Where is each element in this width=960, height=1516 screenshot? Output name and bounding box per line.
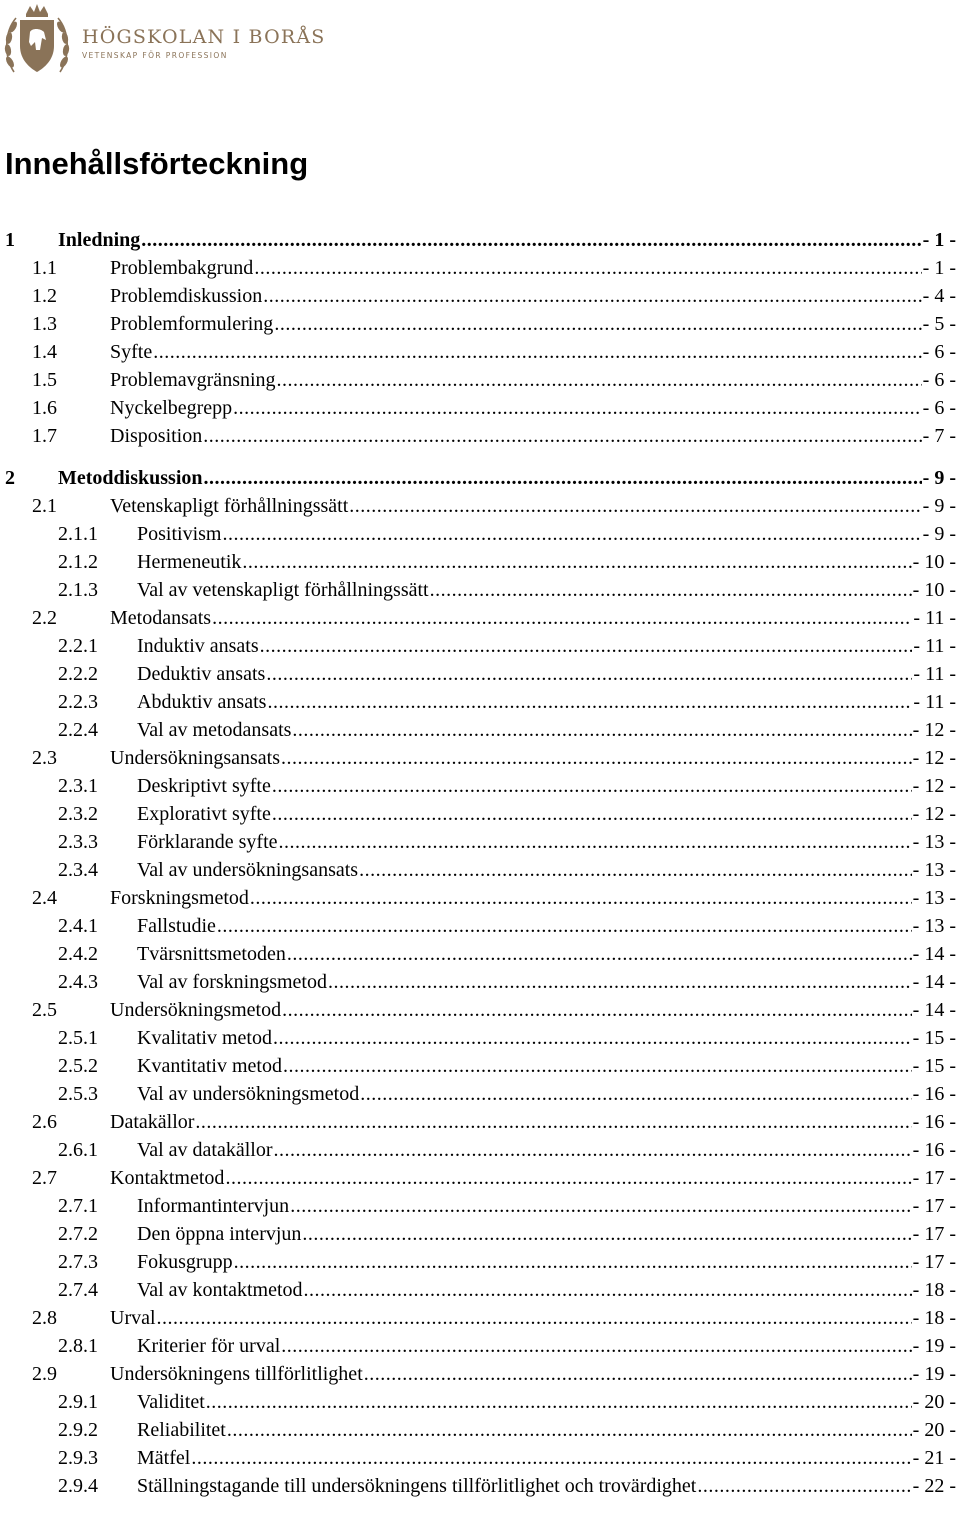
toc-entry-page: - 7 - [922, 425, 956, 447]
toc-entry-label: Inledning [58, 229, 141, 251]
toc-entry-label: Induktiv ansats [137, 635, 259, 657]
toc-entry-page: - 17 - [912, 1251, 956, 1273]
toc-entry-number: 1.1 [32, 257, 57, 279]
toc-entry-line [110, 422, 956, 450]
toc-entry-page: - 6 - [922, 397, 956, 419]
institution-name: HÖGSKOLAN I BORÅS [82, 26, 326, 48]
toc-entry-page: - 10 - [912, 551, 956, 573]
toc-entry-line [137, 912, 956, 940]
dot-leader [222, 520, 921, 548]
toc-entry[interactable] [0, 1052, 960, 1080]
toc-entry-line [137, 1416, 956, 1444]
toc-entry-line [58, 464, 956, 492]
toc-entry-page: - 12 - [912, 803, 956, 825]
toc-entry-line [137, 576, 956, 604]
toc-entry[interactable] [0, 548, 960, 576]
toc-entry-label: Val av undersökningsansats [137, 859, 359, 881]
toc-entry[interactable] [0, 1360, 960, 1388]
dot-leader [250, 884, 912, 912]
toc-entry-line [137, 1444, 956, 1472]
toc-entry-label: Ställningstagande till undersökningens tillförlitlighet och trovärdighet [137, 1475, 697, 1497]
dot-leader [359, 856, 912, 884]
toc-entry-page: - 11 - [913, 691, 956, 713]
toc-entry-line [58, 226, 956, 254]
toc-entry-line [110, 338, 956, 366]
toc-entry-label: Vetenskapligt förhållningssätt [110, 495, 349, 517]
toc-entry-label: Kvalitativ metod [137, 1027, 272, 1049]
dot-leader [157, 1304, 912, 1332]
toc-entry[interactable] [0, 968, 960, 996]
toc-entry[interactable] [0, 632, 960, 660]
toc-entry-page: - 17 - [912, 1195, 956, 1217]
toc-entry-page: - 11 - [913, 607, 956, 629]
toc-entry-number: 1.3 [32, 313, 57, 335]
toc-entry-number: 2.1 [32, 495, 57, 517]
dot-leader [279, 828, 912, 856]
toc-entry-page: - 18 - [912, 1279, 956, 1301]
toc-entry-line [137, 1472, 956, 1500]
toc-entry[interactable] [0, 520, 960, 548]
toc-entry-number: 2.7.1 [58, 1195, 98, 1217]
toc-entry-number: 2.7.4 [58, 1279, 98, 1301]
toc-entry[interactable] [0, 1388, 960, 1416]
dot-leader [225, 1164, 911, 1192]
toc-entry-label: Informantintervjun [137, 1195, 290, 1217]
toc-entry-line [137, 772, 956, 800]
toc-entry-number: 1.7 [32, 425, 57, 447]
toc-entry[interactable] [0, 828, 960, 856]
dot-leader [204, 464, 922, 492]
toc-entry-label: Explorativt syfte [137, 803, 271, 825]
toc-entry-line [110, 282, 956, 310]
toc-entry-label: Abduktiv ansats [137, 691, 267, 713]
dot-leader [206, 1388, 912, 1416]
toc-entry-label: Datakällor [110, 1111, 195, 1133]
toc-entry-number: 2.1.3 [58, 579, 98, 601]
toc-entry[interactable] [0, 772, 960, 800]
toc-entry-number: 2.4 [32, 887, 57, 909]
dot-leader [266, 660, 912, 688]
toc-entry-label: Metoddiskussion [58, 467, 203, 489]
toc-entry-number: 2.9.2 [58, 1419, 98, 1441]
toc-entry-line [137, 1220, 956, 1248]
toc-entry-number: 2.2.3 [58, 691, 98, 713]
toc-entry-line [137, 688, 956, 716]
institution-tagline: VETENSKAP FÖR PROFESSION [82, 51, 228, 60]
toc-entry[interactable] [0, 338, 960, 366]
toc-entry[interactable] [0, 1080, 960, 1108]
toc-entry-line [110, 604, 956, 632]
toc-entry-label: Val av kontaktmetod [137, 1279, 303, 1301]
toc-entry-number: 2.4.3 [58, 971, 98, 993]
toc-entry-line [137, 856, 956, 884]
dot-leader [274, 310, 921, 338]
toc-entry-number: 1.6 [32, 397, 57, 419]
toc-entry-page: - 6 - [922, 341, 956, 363]
dot-leader [153, 338, 921, 366]
dot-leader [364, 1360, 912, 1388]
toc-entry[interactable] [0, 660, 960, 688]
toc-entry-number: 2.7.2 [58, 1223, 98, 1245]
dot-leader [263, 282, 921, 310]
toc-entry-label: Hermeneutik [137, 551, 242, 573]
toc-entry-number: 2.7.3 [58, 1251, 98, 1273]
dot-leader [273, 1024, 912, 1052]
toc-entry-number: 2.6 [32, 1111, 57, 1133]
toc-entry-label: Nyckelbegrepp [110, 397, 233, 419]
toc-entry-number: 2.4.2 [58, 943, 98, 965]
toc-entry[interactable] [0, 744, 960, 772]
toc-entry-label: Undersökningens tillförlitlighet [110, 1363, 363, 1385]
dot-leader [281, 1332, 911, 1360]
dot-leader [254, 254, 921, 282]
toc-entry-page: - 9 - [922, 523, 956, 545]
toc-entry-page: - 22 - [912, 1475, 956, 1497]
toc-entry[interactable] [0, 1220, 960, 1248]
toc-entry[interactable] [0, 856, 960, 884]
toc-entry-label: Den öppna intervjun [137, 1223, 302, 1245]
toc-entry-number: 2.9.3 [58, 1447, 98, 1469]
toc-entry-number: 2.2 [32, 607, 57, 629]
dot-leader [191, 1444, 911, 1472]
toc-entry-line [137, 520, 956, 548]
dot-leader [195, 1108, 911, 1136]
toc-entry[interactable] [0, 716, 960, 744]
toc-entry[interactable] [0, 1248, 960, 1276]
toc-entry-label: Kvantitativ metod [137, 1055, 282, 1077]
toc-entry-page: - 17 - [912, 1223, 956, 1245]
toc-entry[interactable] [0, 1136, 960, 1164]
toc-entry-number: 2.3.1 [58, 775, 98, 797]
toc-entry-label: Fallstudie [137, 915, 216, 937]
toc-entry-line [110, 884, 956, 912]
toc-entry-page: - 9 - [922, 467, 956, 489]
toc-entry[interactable] [0, 226, 960, 254]
dot-leader [292, 716, 911, 744]
dot-leader [141, 226, 921, 254]
toc-entry-page: - 13 - [912, 859, 956, 881]
toc-entry[interactable] [0, 1108, 960, 1136]
toc-entry-number: 2.2.4 [58, 719, 98, 741]
toc-entry-label: Forskningsmetod [110, 887, 249, 909]
toc-entry-label: Mätfel [137, 1447, 191, 1469]
toc-entry-label: Problemformulering [110, 313, 274, 335]
toc-entry-line [137, 968, 956, 996]
toc-entry-line [137, 828, 956, 856]
toc-entry-page: - 1 - [922, 257, 956, 279]
toc-entry-page: - 11 - [913, 663, 956, 685]
toc-entry-line [137, 1080, 956, 1108]
toc-entry[interactable] [0, 254, 960, 282]
dot-leader [287, 940, 912, 968]
toc-entry-page: - 16 - [912, 1083, 956, 1105]
toc-entry-line [110, 744, 956, 772]
toc-entry-label: Urval [110, 1307, 156, 1329]
toc-entry-label: Val av metodansats [137, 719, 292, 741]
toc-entry-line [137, 1052, 956, 1080]
toc-entry-label: Undersökningsmetod [110, 999, 282, 1021]
toc-entry-number: 2.5.1 [58, 1027, 98, 1049]
toc-entry-label: Deskriptivt syfte [137, 775, 271, 797]
toc-entry[interactable] [0, 884, 960, 912]
toc-entry-page: - 20 - [912, 1391, 956, 1413]
toc-entry[interactable] [0, 394, 960, 422]
toc-entry-line [110, 996, 956, 1024]
page-header [0, 0, 960, 90]
toc-entry-line [137, 660, 956, 688]
toc-entry[interactable] [0, 422, 960, 450]
dot-leader [234, 1248, 912, 1276]
toc-entry-page: - 16 - [912, 1111, 956, 1133]
toc-entry[interactable] [0, 912, 960, 940]
toc-entry-page: - 14 - [912, 943, 956, 965]
toc-entry-page: - 5 - [922, 313, 956, 335]
dot-leader [282, 996, 912, 1024]
toc-entry-label: Problemdiskussion [110, 285, 263, 307]
toc-entry[interactable] [0, 996, 960, 1024]
toc-entry[interactable] [0, 1024, 960, 1052]
toc-entry-number: 2 [5, 467, 15, 489]
toc-entry-page: - 9 - [922, 495, 956, 517]
toc-entry-label: Metodansats [110, 607, 212, 629]
toc-entry-page: - 1 - [922, 229, 956, 251]
toc-entry-number: 2.2.1 [58, 635, 98, 657]
toc-entry-label: Problemavgränsning [110, 369, 276, 391]
toc-entry-number: 2.3.2 [58, 803, 98, 825]
toc-entry-number: 2.7 [32, 1167, 57, 1189]
dot-leader [274, 1136, 912, 1164]
toc-entry-line [137, 1024, 956, 1052]
toc-entry-number: 2.9 [32, 1363, 57, 1385]
toc-entry-page: - 21 - [912, 1447, 956, 1469]
page-title: Innehållsförteckning [5, 146, 309, 181]
toc-entry-label: Kriterier för urval [137, 1335, 281, 1357]
toc-entry-label: Positivism [137, 523, 222, 545]
toc-entry-page: - 13 - [912, 831, 956, 853]
dot-leader [267, 688, 912, 716]
dot-leader [242, 548, 911, 576]
toc-entry-page: - 13 - [912, 915, 956, 937]
toc-entry-page: - 4 - [922, 285, 956, 307]
dot-leader [697, 1472, 911, 1500]
table-of-contents [0, 226, 960, 1500]
toc-entry-number: 2.9.4 [58, 1475, 98, 1497]
toc-entry-line [110, 1164, 956, 1192]
dot-leader [227, 1416, 912, 1444]
dot-leader [212, 604, 912, 632]
toc-entry[interactable] [0, 1444, 960, 1472]
toc-entry-line [110, 254, 956, 282]
toc-entry-line [110, 1304, 956, 1332]
toc-entry[interactable] [0, 1192, 960, 1220]
toc-entry-label: Förklarande syfte [137, 831, 278, 853]
toc-entry-line [110, 366, 956, 394]
toc-entry-line [110, 492, 956, 520]
toc-entry-line [137, 1388, 956, 1416]
toc-entry-label: Syfte [110, 341, 153, 363]
toc-entry-page: - 6 - [922, 369, 956, 391]
toc-entry-label: Val av vetenskapligt förhållningssätt [137, 579, 429, 601]
toc-entry-number: 2.3.4 [58, 859, 98, 881]
toc-entry-number: 1 [5, 229, 15, 251]
toc-entry-label: Fokusgrupp [137, 1251, 233, 1273]
toc-entry-line [137, 1248, 956, 1276]
dot-leader [233, 394, 922, 422]
dot-leader [203, 422, 921, 450]
toc-entry[interactable] [0, 1164, 960, 1192]
toc-entry[interactable] [0, 366, 960, 394]
toc-entry-line [137, 800, 956, 828]
toc-entry-number: 2.3 [32, 747, 57, 769]
toc-entry-number: 1.2 [32, 285, 57, 307]
toc-entry-page: - 18 - [912, 1307, 956, 1329]
toc-entry-line [137, 716, 956, 744]
dot-leader [430, 576, 912, 604]
toc-entry-page: - 15 - [912, 1055, 956, 1077]
toc-entry[interactable] [0, 1416, 960, 1444]
toc-entry-label: Val av undersökningsmetod [137, 1083, 360, 1105]
dot-leader [290, 1192, 911, 1220]
toc-entry-number: 2.6.1 [58, 1139, 98, 1161]
toc-entry-page: - 12 - [912, 747, 956, 769]
toc-entry-number: 2.1.2 [58, 551, 98, 573]
toc-entry-page: - 19 - [912, 1363, 956, 1385]
toc-entry[interactable] [0, 604, 960, 632]
toc-entry-line [110, 1360, 956, 1388]
toc-entry-line [137, 632, 956, 660]
institution-logo [2, 2, 325, 80]
toc-entry-number: 2.4.1 [58, 915, 98, 937]
toc-entry-number: 2.5 [32, 999, 57, 1021]
toc-entry[interactable] [0, 464, 960, 492]
toc-entry-page: - 14 - [912, 999, 956, 1021]
toc-entry-number: 2.2.2 [58, 663, 98, 685]
toc-entry-label: Reliabilitet [137, 1419, 226, 1441]
toc-entry[interactable] [0, 800, 960, 828]
toc-entry[interactable] [0, 1304, 960, 1332]
toc-entry-page: - 16 - [912, 1139, 956, 1161]
toc-entry-line [137, 548, 956, 576]
toc-entry-label: Problembakgrund [110, 257, 254, 279]
toc-entry-page: - 20 - [912, 1419, 956, 1441]
toc-entry-label: Deduktiv ansats [137, 663, 266, 685]
dot-leader [281, 744, 912, 772]
toc-entry[interactable] [0, 1276, 960, 1304]
toc-entry-page: - 11 - [913, 635, 956, 657]
toc-entry-line [137, 1332, 956, 1360]
dot-leader [302, 1220, 911, 1248]
seal-icon [2, 2, 72, 80]
dot-leader [272, 772, 912, 800]
dot-leader [277, 366, 922, 394]
toc-entry-line [110, 394, 956, 422]
toc-entry-label: Undersökningsansats [110, 747, 280, 769]
toc-entry-page: - 15 - [912, 1027, 956, 1049]
toc-entry-number: 1.5 [32, 369, 57, 391]
toc-entry-page: - 12 - [912, 719, 956, 741]
toc-entry-line [110, 310, 956, 338]
toc-entry[interactable] [0, 940, 960, 968]
toc-entry-page: - 13 - [912, 887, 956, 909]
toc-entry[interactable] [0, 310, 960, 338]
toc-entry-label: Validitet [137, 1391, 205, 1413]
dot-leader [304, 1276, 912, 1304]
toc-entry-number: 2.1.1 [58, 523, 98, 545]
dot-leader [272, 800, 912, 828]
toc-entry-page: - 17 - [912, 1167, 956, 1189]
toc-entry-page: - 10 - [912, 579, 956, 601]
toc-entry-label: Kontaktmetod [110, 1167, 225, 1189]
toc-entry-number: 1.4 [32, 341, 57, 363]
toc-entry-number: 2.8.1 [58, 1335, 98, 1357]
toc-entry[interactable] [0, 1472, 960, 1500]
toc-entry-line [137, 940, 956, 968]
toc-entry[interactable] [0, 1332, 960, 1360]
toc-entry[interactable] [0, 688, 960, 716]
toc-entry-line [137, 1192, 956, 1220]
toc-entry-number: 2.8 [32, 1307, 57, 1329]
toc-entry[interactable] [0, 282, 960, 310]
dot-leader [360, 1080, 911, 1108]
dot-leader [260, 632, 913, 660]
dot-leader [349, 492, 921, 520]
toc-entry-label: Tvärsnittsmetoden [137, 943, 286, 965]
toc-entry-page: - 14 - [912, 971, 956, 993]
toc-entry-label: Val av forskningsmetod [137, 971, 327, 993]
toc-entry-page: - 19 - [912, 1335, 956, 1357]
toc-entry-number: 2.5.3 [58, 1083, 98, 1105]
toc-entry-number: 2.3.3 [58, 831, 98, 853]
toc-entry-line [110, 1108, 956, 1136]
dot-leader [283, 1052, 912, 1080]
toc-entry-label: Val av datakällor [137, 1139, 273, 1161]
dot-leader [328, 968, 912, 996]
toc-entry-number: 2.5.2 [58, 1055, 98, 1077]
toc-entry-line [137, 1136, 956, 1164]
toc-entry[interactable] [0, 492, 960, 520]
toc-entry-number: 2.9.1 [58, 1391, 98, 1413]
toc-entry-line [137, 1276, 956, 1304]
toc-entry-page: - 12 - [912, 775, 956, 797]
toc-entry[interactable] [0, 576, 960, 604]
toc-entry-label: Disposition [110, 425, 203, 447]
dot-leader [217, 912, 912, 940]
